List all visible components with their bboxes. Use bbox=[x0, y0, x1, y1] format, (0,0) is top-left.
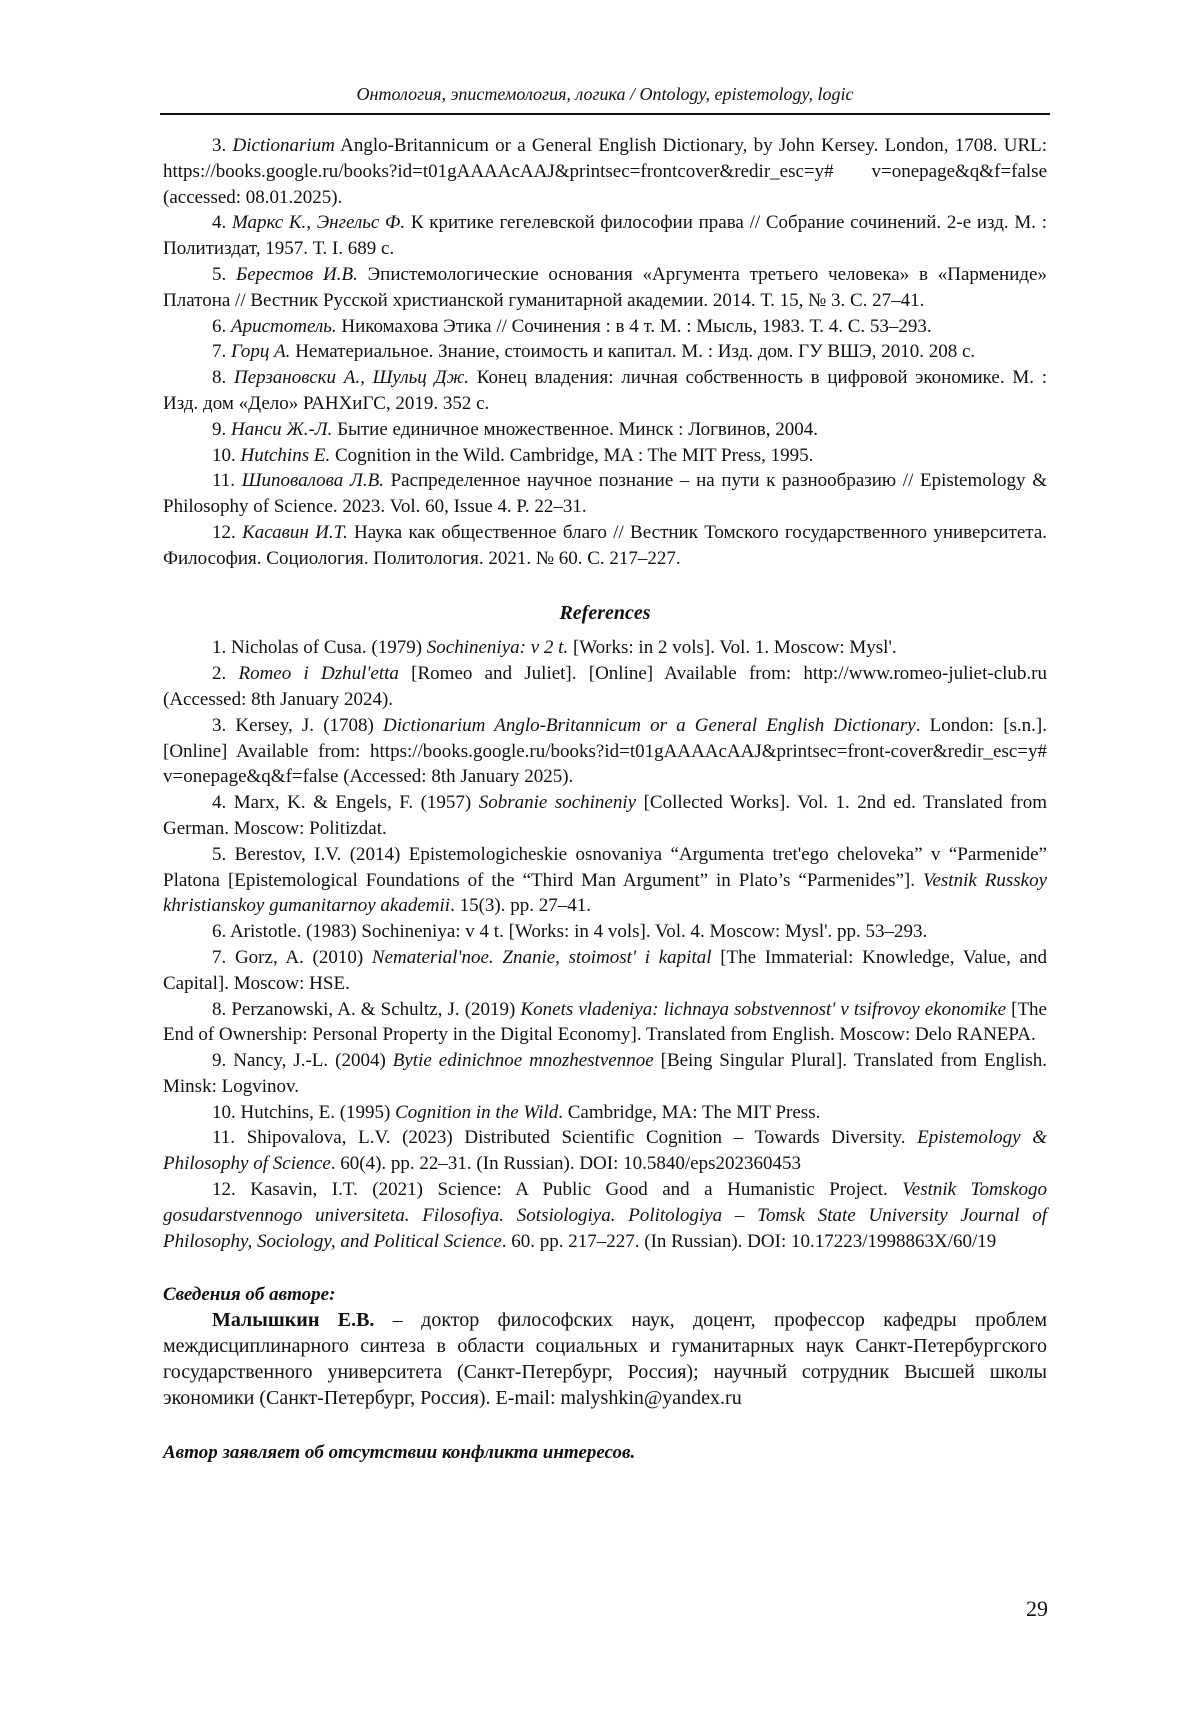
running-header: Онтология, эпистемология, логика / Ontology, epistemology, logic bbox=[356, 84, 854, 104]
author-name: Малышкин Е.В. bbox=[212, 1309, 375, 1332]
reference-entry: 8. Perzanowski, A. & Schultz, J. (2019) Konets vladeniya: lichnaya sobstvennost' v tsifrovoy ekonomike [The End of Ownership: Personal Property in the Digital Economy]. Translated from English. Moscow: Delo RANEPA. bbox=[163, 998, 1047, 1046]
bib-entry: 4. Маркс К., Энгельс Ф. К критике гегелевской философии права // Собрание сочинений. 2-е изд. М. : Политиздат, 1957. Т. I. 689 с. bbox=[163, 212, 1048, 260]
author-details: – доктор философских наук, доцент, профессор кафедры проблем междисциплинарного синтеза в области социальных и гуманитарных наук Санкт-Петербургского государственного университета (Санкт-Петербург, Россия); научный сотрудник Высшей школы экономики (Санкт-Петербург, Россия). E-mail: malyshkin@yandex.ru bbox=[163, 1309, 1047, 1409]
bib-entry: 8. Перзановски А., Шульц Дж. Конец владения: личная собственность в цифровой экономике. М. : Изд. дом «Дело» РАНХиГС, 2019. 352 с. bbox=[163, 367, 1047, 414]
reference-entry: 9. Nancy, J.-L. (2004) Bytie edinichnoe mnozhestvennoe [Being Singular Plural]. Translated from English. Minsk: Logvinov. bbox=[163, 1050, 1047, 1097]
author-info-label: Сведения об авторе: bbox=[163, 1284, 336, 1306]
conflict-statement: Автор заявляет об отсутствии конфликта интересов. bbox=[163, 1442, 636, 1464]
bib-entry: 11. Шиповалова Л.В. Распределенное научное познание – на пути к разнообразию // Epistemology & Philosophy of Science. 2023. Vol. 60, Issue 4. P. 22–31. bbox=[163, 470, 1047, 518]
bib-entry: 12. Касавин И.Т. Наука как общественное благо // Вестник Томского государственного университета. Философия. Социология. Политология. 2021. № 60. С. 217–227. bbox=[163, 521, 1048, 569]
bib-entry: 9. Нанси Ж.-Л. Бытие единичное множественное. Минск : Логвинов, 2004. bbox=[212, 418, 818, 440]
bib-entry: 3. Dictionarium Anglo-Britannicum or a General English Dictionary, by John Kersey. London, 1708. URL: https://books.google.ru/books?id=t01gAAAAcAAJ&printsec=frontcover&redir_esc=y# v=onepage&q&f=false (accessed: 08.01.2025). bbox=[163, 135, 1048, 208]
reference-entry: 4. Marx, K. & Engels, F. (1957) Sobranie sochineniy [Collected Works]. Vol. 1. 2nd ed. Translated from German. Moscow: Politizdat. bbox=[163, 792, 1047, 839]
reference-entry: 2. Romeo i Dzhul'etta [Romeo and Juliet]. [Online] Available from: http://www.romeo-juliet-club.ru (Accessed: 8th January 2024). bbox=[163, 663, 1048, 710]
bib-entry: 6. Аристотель. Никомахова Этика // Сочинения : в 4 т. М. : Мысль, 1983. Т. 4. С. 53–293. bbox=[212, 315, 932, 337]
reference-entry: 12. Kasavin, I.T. (2021) Science: A Public Good and a Humanistic Project. Vestnik Tomskogo gosudarstvennogo universiteta. Filosofiya. Sotsiologiya. Politologiya – Tomsk State University Journal of Philosophy, Sociology, and Political Science. 60. pp. 217–227. (In Russian). DOI: 10.17223/1998863X/60/19 bbox=[163, 1179, 1047, 1252]
page-number: 29 bbox=[1026, 1596, 1048, 1621]
reference-entry: 10. Hutchins, E. (1995) Cognition in the Wild. Cambridge, MA: The MIT Press. bbox=[212, 1101, 821, 1123]
page-body bbox=[163, 133, 1047, 1466]
bibliography-list bbox=[163, 133, 1047, 572]
reference-entry: 3. Kersey, J. (1708) Dictionarium Anglo-Britannicum or a General English Dictionary. London: [s.n.]. [Online] Available from: https://books.google.ru/books?id=t01gAAAAcAAJ&printsec=front-cover&redir_esc=y# v=onepage&q&f=false (Accessed: 8th January 2025). bbox=[163, 714, 1048, 788]
references-list bbox=[163, 635, 1047, 1254]
bib-entry: 10. Hutchins E. Cognition in the Wild. Cambridge, MA : The MIT Press, 1995. bbox=[212, 444, 814, 466]
bib-entry: 7. Горц А. Нематериальное. Знание, стоимость и капитал. М. : Изд. дом. ГУ ВШЭ, 2010. 208 с. bbox=[212, 341, 976, 363]
reference-entry: 1. Nicholas of Cusa. (1979) Sochineniya: v 2 t. [Works: in 2 vols]. Vol. 1. Moscow: Mysl'. bbox=[212, 637, 897, 659]
reference-entry: 5. Berestov, I.V. (2014) Epistemologicheskie osnovaniya “Argumenta tret'ego cheloveka” v “Parmenide” Platona [Epistemological Foundations of the “Third Man Argument” in Plato’s “Parmenides”]. Vestnik Russkoy khristianskoy gumanitarnoy akademii. 15(3). pp. 27–41. bbox=[163, 843, 1048, 917]
reference-entry: 7. Gorz, A. (2010) Nematerial'noe. Znanie, stoimost' i kapital [The Immaterial: Knowledge, Value, and Capital]. Moscow: HSE. bbox=[163, 946, 1047, 994]
bib-entry: 5. Берестов И.В. Эпистемологические основания «Аргумента третьего человека» в «Пармениде» Платона // Вестник Русской христианской гуманитарной академии. 2014. Т. 15, № 3. С. 27–41. bbox=[163, 263, 1047, 311]
author-info bbox=[163, 1308, 1047, 1411]
references-heading: References bbox=[559, 601, 651, 624]
header-rule bbox=[160, 113, 1050, 115]
reference-entry: 6. Aristotle. (1983) Sochineniya: v 4 t. [Works: in 4 vols]. Vol. 4. Moscow: Mysl'. pp. 53–293. bbox=[212, 921, 928, 943]
reference-entry: 11. Shipovalova, L.V. (2023) Distributed Scientific Cognition – Towards Diversity. Epistemology & Philosophy of Science. 60(4). pp. 22–31. (In Russian). DOI: 10.5840/eps202360453 bbox=[163, 1127, 1048, 1175]
